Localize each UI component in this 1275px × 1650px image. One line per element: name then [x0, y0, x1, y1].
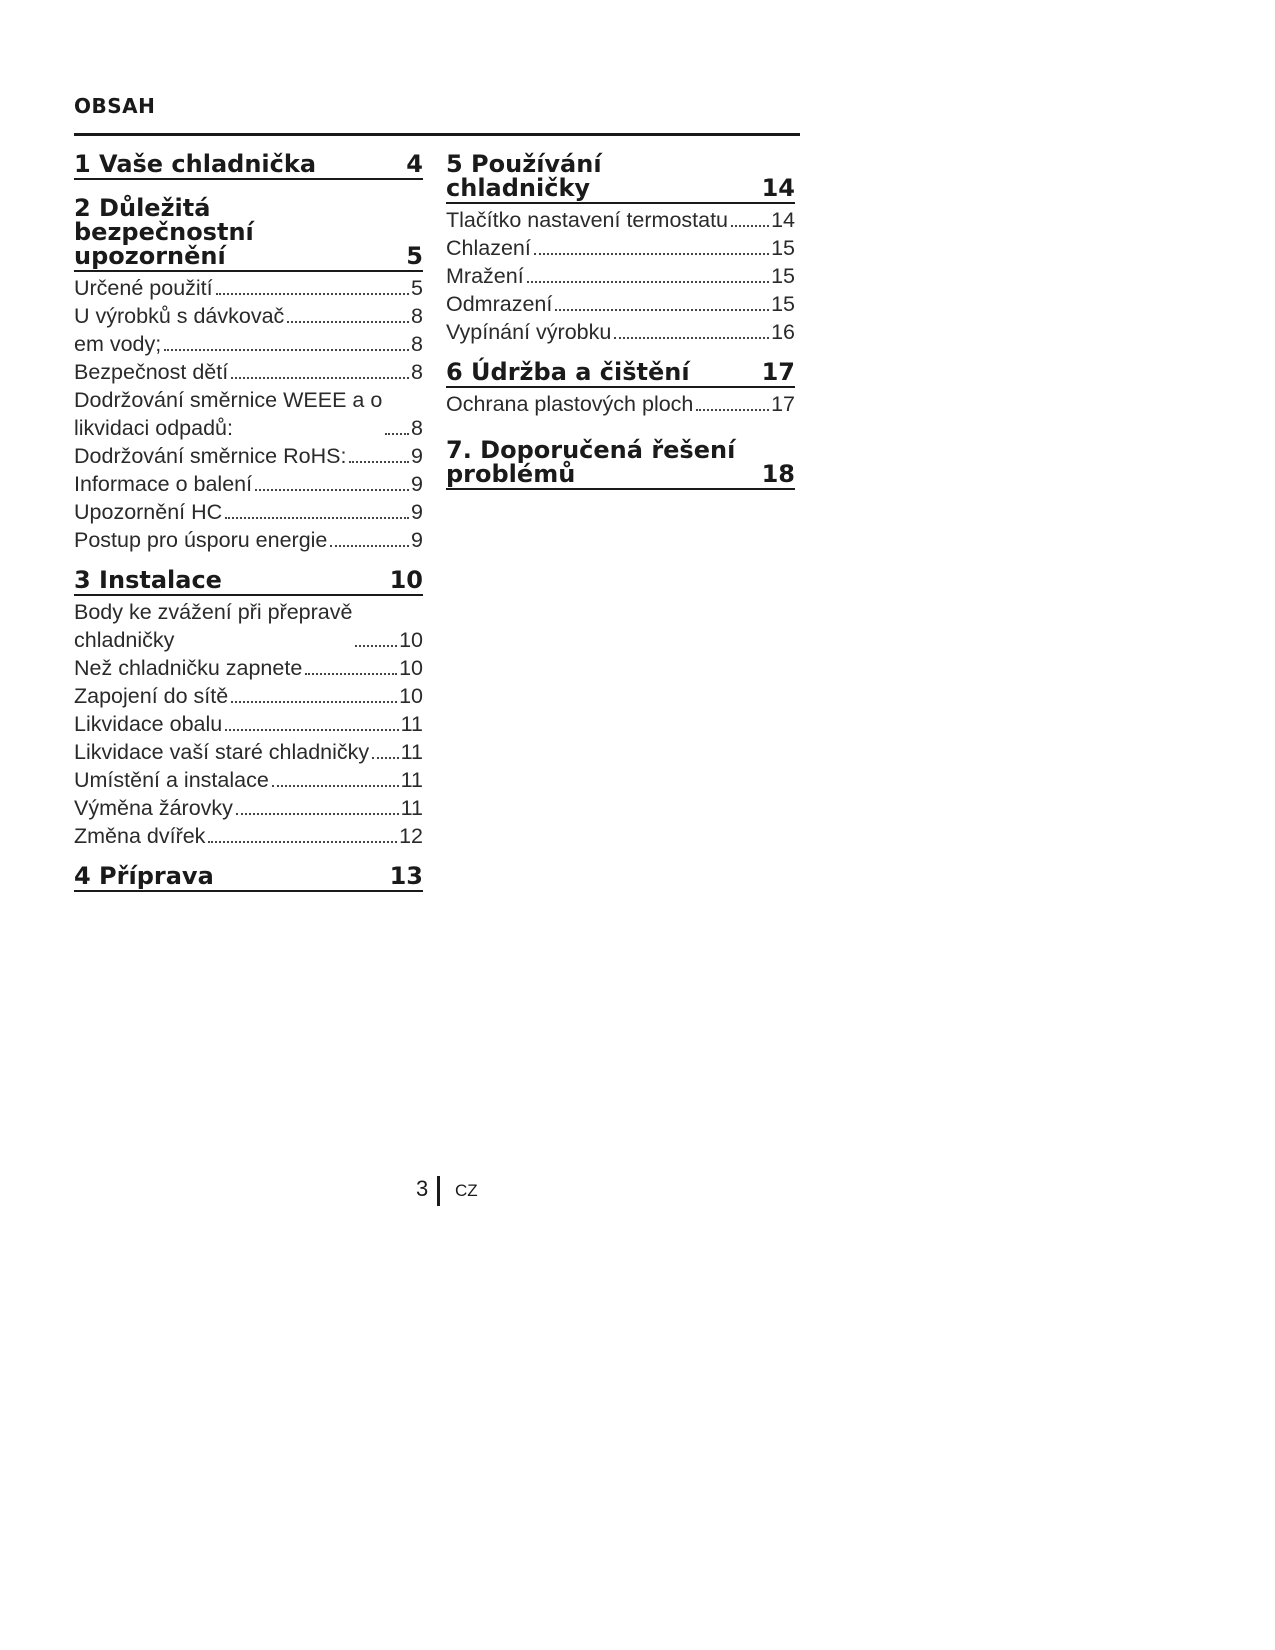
entry-page: 15 [771, 236, 795, 260]
section-page: 5 [406, 242, 423, 270]
entry-label: Zapojení do sítě [74, 684, 229, 708]
entry-label: Výměna žárovky [74, 796, 233, 820]
entry-page: 10 [399, 684, 423, 708]
toc-left-column [74, 152, 423, 892]
dot-leader [225, 729, 398, 731]
toc-section-6[interactable] [446, 360, 795, 388]
entry-page: 9 [411, 500, 423, 524]
dot-leader [208, 841, 397, 843]
entry-page: 8 [411, 304, 423, 328]
entry-page: 14 [771, 208, 795, 232]
section-page: 18 [761, 460, 795, 488]
toc-entry[interactable] [74, 710, 423, 738]
toc-section-4[interactable] [74, 864, 423, 892]
entry-page: 11 [400, 712, 423, 736]
toc-section-3[interactable] [74, 568, 423, 596]
toc-entry[interactable] [74, 386, 423, 442]
entry-page: 11 [400, 740, 423, 764]
toc-section-7[interactable] [446, 438, 795, 490]
toc-entry[interactable] [74, 442, 423, 470]
section-page: 4 [406, 150, 423, 178]
entry-label [74, 386, 382, 442]
entry-label-line2: likvidaci odpadů: [74, 416, 233, 440]
entry-page: 5 [411, 276, 423, 300]
dot-leader [216, 293, 409, 295]
entry-label: Postup pro úsporu energie [74, 528, 328, 552]
dot-leader [272, 785, 399, 787]
dot-leader [527, 281, 769, 283]
entry-label: Informace o balení [74, 472, 253, 496]
toc-section-1[interactable] [74, 152, 423, 180]
entry-label: Chlazení [446, 236, 531, 260]
dot-leader [349, 461, 409, 463]
toc-entry[interactable] [74, 738, 423, 766]
entry-page: 15 [771, 292, 795, 316]
toc-section-5[interactable] [446, 152, 795, 204]
page-title: OBSAH [74, 94, 156, 118]
entry-label: Bezpečnost dětí [74, 360, 229, 384]
toc-entries-2 [74, 274, 423, 554]
dot-leader [555, 309, 769, 311]
toc-entry[interactable] [446, 262, 795, 290]
dot-leader [372, 757, 399, 759]
toc-entry[interactable] [74, 822, 423, 850]
toc-section-2[interactable] [74, 196, 423, 272]
section-title-line2: upozornění [74, 242, 226, 270]
dot-leader [231, 377, 409, 379]
dot-leader [614, 337, 769, 339]
entry-page: 11 [400, 768, 423, 792]
dot-leader [305, 673, 397, 675]
entry-label: Odmrazení [446, 292, 553, 316]
entry-label: Dodržování směrnice RoHS: [74, 444, 347, 468]
entry-label: Likvidace vaší staré chladničky [74, 740, 370, 764]
toc-entry[interactable] [446, 234, 795, 262]
entry-label: Mražení [446, 264, 524, 288]
toc-entry[interactable] [446, 390, 795, 418]
toc-entry[interactable] [74, 654, 423, 682]
entry-page: 8 [411, 360, 423, 384]
section-page: 13 [389, 862, 423, 890]
section-page: 17 [761, 358, 795, 386]
entry-label: Ochrana plastových ploch [446, 392, 694, 416]
toc-entry[interactable] [74, 358, 423, 386]
toc-entry[interactable] [74, 302, 423, 330]
section-title: 5 Používání chladničky [446, 150, 602, 202]
toc-entry[interactable] [74, 766, 423, 794]
section-page: 14 [761, 174, 795, 202]
entry-page: 12 [399, 824, 423, 848]
footer-language: CZ [455, 1181, 478, 1200]
dot-leader [287, 321, 409, 323]
entry-page: 15 [771, 264, 795, 288]
toc-entry[interactable] [446, 206, 795, 234]
dot-leader [731, 225, 769, 227]
entry-page: 11 [400, 796, 423, 820]
dot-leader [385, 433, 409, 435]
section-title [74, 196, 398, 270]
entry-label-line1: Dodržování směrnice WEEE a o [74, 388, 383, 412]
entry-page: 10 [399, 628, 423, 652]
toc-entry[interactable] [74, 330, 423, 358]
entry-label: em vody; [74, 332, 162, 356]
entry-label: Upozornění HC [74, 500, 223, 524]
toc-entries-5 [446, 206, 795, 346]
entry-page: 17 [771, 392, 795, 416]
section-title-line1: 7. Doporučená řešení [446, 436, 736, 464]
section-title [446, 438, 754, 488]
entry-page: 8 [411, 332, 423, 356]
entry-label: Změna dvířek [74, 824, 206, 848]
toc-entry[interactable] [74, 274, 423, 302]
entry-label: Tlačítko nastavení termostatu [446, 208, 729, 232]
entry-page: 10 [399, 656, 423, 680]
toc-entry[interactable] [74, 598, 423, 654]
entry-label [74, 598, 352, 654]
entry-label-line2: chladničky [74, 628, 175, 652]
entry-label: Určené použití [74, 276, 213, 300]
entry-page: 16 [771, 320, 795, 344]
section-title: 6 Údržba a čištění [446, 358, 690, 386]
toc-entry[interactable] [74, 682, 423, 710]
dot-leader [236, 813, 399, 815]
toc-right-column [446, 152, 795, 490]
dot-leader [255, 489, 409, 491]
toc-entry[interactable] [74, 470, 423, 498]
entry-page: 9 [411, 444, 423, 468]
footer-page-number: 3 [416, 1176, 429, 1201]
dot-leader [231, 701, 397, 703]
entry-label: Vypínání výrobku [446, 320, 612, 344]
entry-label-line1: Body ke zvážení při přepravě [74, 600, 353, 624]
entry-page: 9 [411, 528, 423, 552]
section-title-line1: 2 Důležitá bezpečnostní [74, 194, 254, 246]
dot-leader [696, 409, 769, 411]
section-title: 4 Příprava [74, 862, 214, 890]
dot-leader [330, 545, 409, 547]
entry-label: Likvidace obalu [74, 712, 223, 736]
dot-leader [355, 645, 397, 647]
toc-entry[interactable] [74, 794, 423, 822]
dot-leader [534, 253, 769, 255]
entry-label: U výrobků s dávkovač [74, 304, 285, 328]
section-title: 3 Instalace [74, 566, 222, 594]
toc-entries-6 [446, 390, 795, 418]
toc-entry[interactable] [446, 318, 795, 346]
section-title-line2: problémů [446, 460, 576, 488]
toc-entry[interactable] [74, 498, 423, 526]
dot-leader [164, 349, 409, 351]
top-divider [74, 133, 800, 136]
footer-divider [437, 1176, 440, 1206]
toc-entries-3 [74, 598, 423, 850]
toc-entry[interactable] [446, 290, 795, 318]
entry-label: Než chladničku zapnete [74, 656, 303, 680]
toc-entry[interactable] [74, 526, 423, 554]
entry-label: Umístění a instalace [74, 768, 269, 792]
entry-page: 9 [411, 472, 423, 496]
dot-leader [225, 517, 409, 519]
entry-page: 8 [411, 416, 423, 440]
section-page: 10 [389, 566, 423, 594]
section-title: 1 Vaše chladnička [74, 150, 317, 178]
